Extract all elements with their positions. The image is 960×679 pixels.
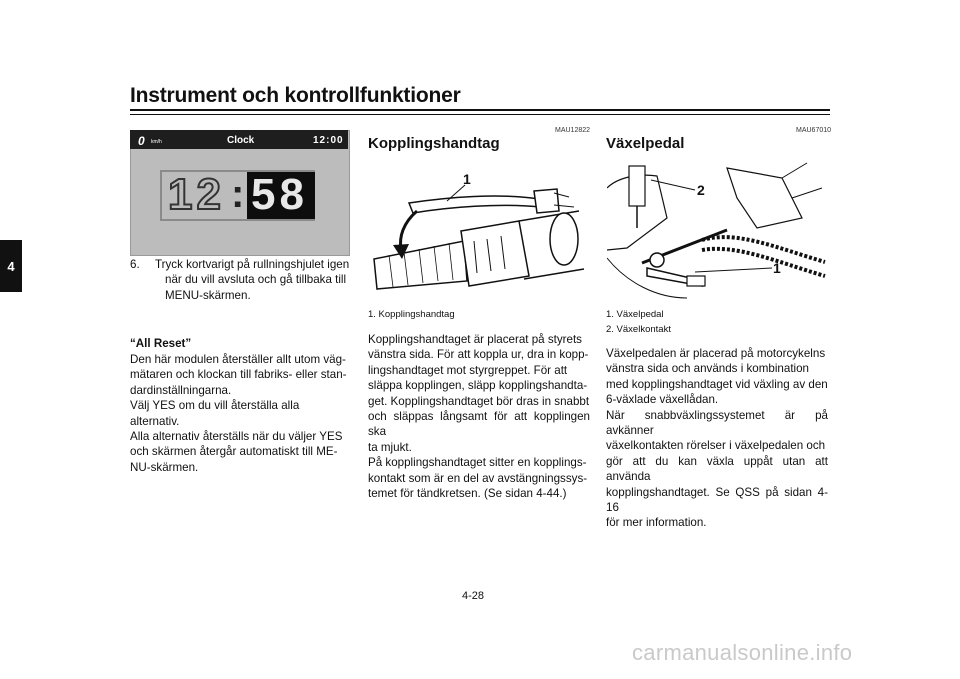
paragraph-line: vänstra sida. För att koppla ur, dra in kopp-: [368, 348, 589, 362]
paragraph-line: 6-växlade växellådan.: [606, 393, 719, 407]
clock-display-time: 12:00: [313, 135, 344, 146]
paragraph-line: Kopplingshandtaget är placerat på styrets: [368, 333, 582, 346]
clutch-lever-illustration: [368, 160, 592, 302]
figure-caption: 1. Kopplingshandtag: [368, 309, 455, 320]
clock-display-speed: 0: [138, 134, 145, 148]
chapter-tab: 4: [0, 240, 22, 292]
section-heading: Växelpedal: [606, 135, 685, 152]
paragraph-line: och släppas långsamt för att kopplingen ska: [368, 410, 590, 439]
paragraph-line: Alla alternativ återställs när du väljer YES: [130, 430, 343, 444]
shift-pedal-paragraph: [606, 346, 828, 531]
paragraph-line: kontakt som är en del av avstängningssys-: [368, 471, 588, 485]
paragraph-line: På kopplingshandtaget sitter en kopplings-: [368, 456, 587, 470]
step-line: Tryck kortvarigt på rullningshjulet igen: [155, 258, 350, 271]
paragraph-line: ta mjukt.: [368, 440, 412, 454]
paragraph-line: med kopplingshandtaget vid växling av den: [606, 377, 828, 391]
paragraph-line: och skärmen återgår automatiskt till ME-: [130, 445, 338, 459]
section-heading: Kopplingshandtag: [368, 135, 500, 152]
clutch-paragraph: [368, 332, 590, 501]
paragraph-line: lingshandtaget mot styrgreppet. För att: [368, 363, 568, 377]
clock-display-hours: 12: [168, 170, 225, 219]
section-code: MAU67010: [796, 127, 832, 134]
figure-caption-2: 2. Växelkontakt: [606, 324, 671, 335]
paragraph-line: get. Kopplingshandtaget bör dras in snabbt: [368, 394, 590, 408]
paragraph-line: växelkontakten rörelser i växelpedalen och: [606, 439, 826, 453]
paragraph-line: mätaren och klockan till fabriks- eller stan-: [130, 368, 347, 382]
clock-display-mode: Clock: [227, 135, 255, 146]
step-number: 6.: [130, 258, 140, 271]
paragraph-line: Välj YES om du vill återställa alla alternativ.: [130, 399, 300, 428]
step-line: när du vill avsluta och gå tillbaka till: [165, 273, 347, 287]
paragraph-line: vänstra sida och används i kombination: [606, 362, 810, 376]
figure-caption-1: 1. Växelpedal: [606, 309, 664, 320]
header-rule: [130, 109, 830, 111]
header-rule-thin: [130, 114, 830, 115]
callout-1: 1: [463, 171, 471, 187]
paragraph-line: dardinställningarna.: [130, 383, 232, 397]
paragraph-line: temet för tändkretsen. (Se sidan 4-44.): [368, 487, 567, 501]
paragraph-line: gör att du kan växla uppåt utan att använda: [606, 454, 828, 484]
paragraph-line: släppa kopplingen, släpp kopplingshandta-: [368, 379, 588, 393]
paragraph-line: NU-skärmen.: [130, 460, 199, 474]
all-reset-heading: “All Reset”: [130, 337, 192, 350]
paragraph-line: Den här modulen återställer allt utom väg-: [130, 353, 346, 366]
page-number: 4-28: [462, 590, 485, 602]
shift-pedal-illustration: [606, 157, 830, 304]
page-title: Instrument och kontrollfunktioner: [130, 84, 461, 107]
callout-2: 2: [697, 182, 705, 198]
paragraph-line: för mer information.: [606, 516, 707, 530]
paragraph-line: Växelpedalen är placerad på motorcykelns: [606, 347, 826, 360]
watermark: carmanualsonline.info: [632, 640, 853, 665]
clock-display-colon: :: [231, 172, 245, 216]
section-code: MAU12822: [555, 127, 591, 134]
paragraph-line: kopplingshandtaget. Se QSS på sidan 4-16: [606, 485, 828, 515]
paragraph-line: När snabbväxlingssystemet är på avkänner: [606, 408, 828, 438]
clock-display-minutes: 58: [251, 170, 308, 219]
step-line: MENU-skärmen.: [165, 288, 251, 302]
callout-1: 1: [773, 260, 781, 276]
all-reset-paragraph: [130, 352, 350, 475]
clock-display-speed-unit: km/h: [151, 139, 162, 145]
